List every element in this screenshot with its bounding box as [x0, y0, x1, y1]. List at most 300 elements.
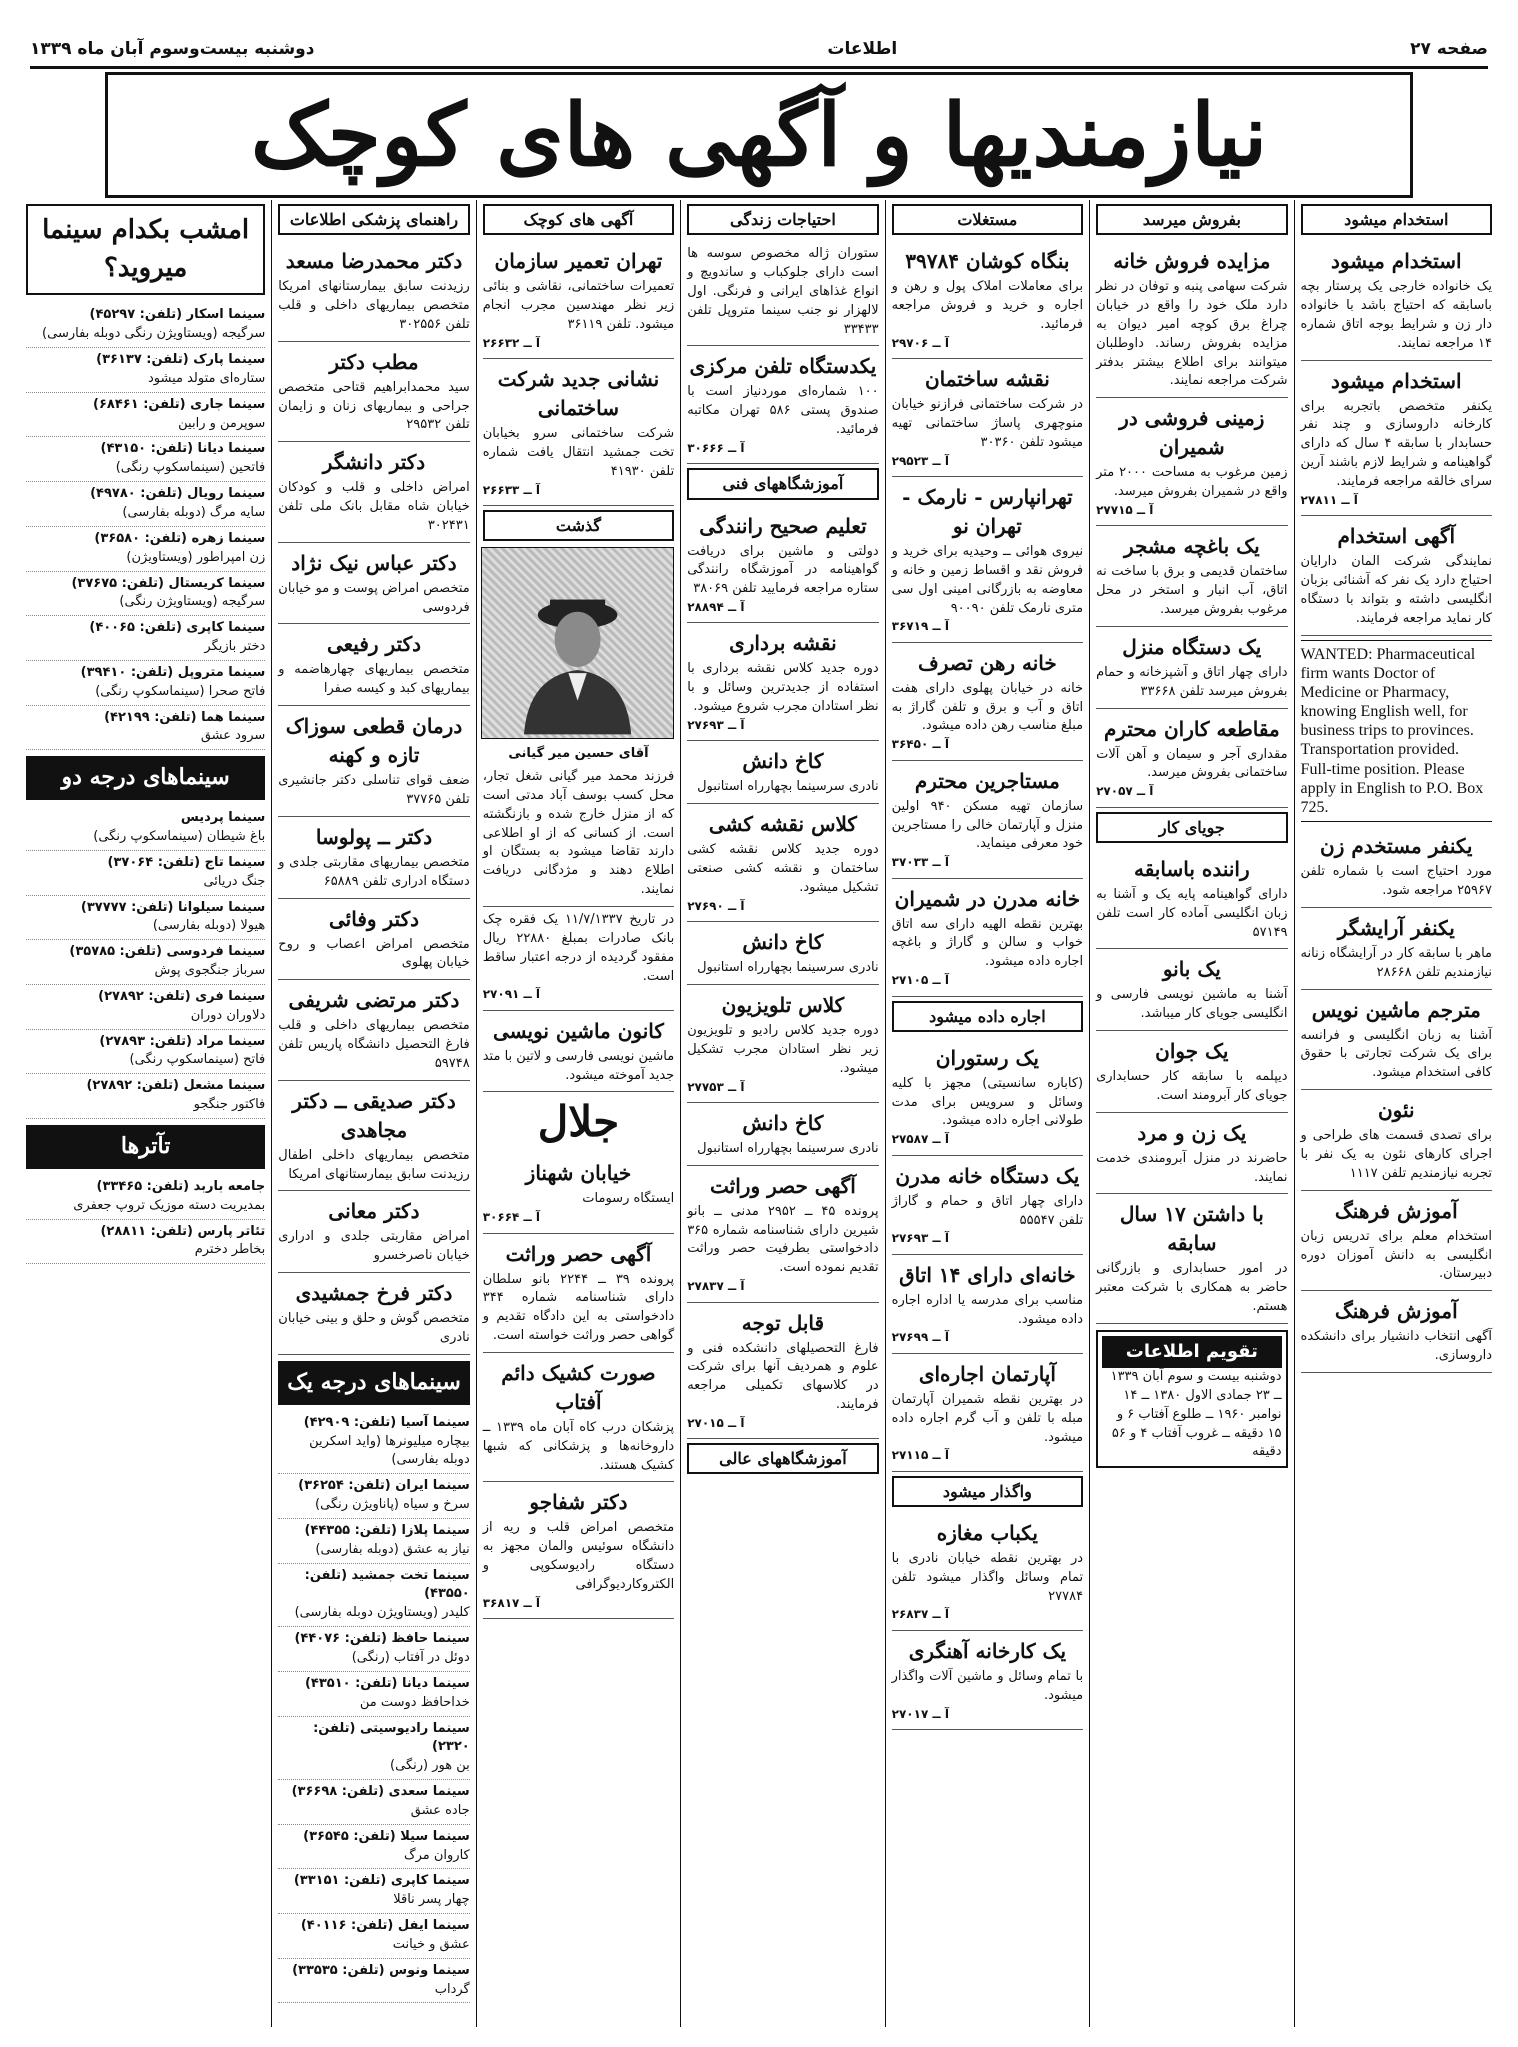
ad-body: مورد احتیاج است با شماره تلفن ۲۵۹۶۷ مراجعه شود.	[1300, 864, 1492, 899]
cinema-listing	[26, 393, 265, 438]
cinema-list	[26, 303, 265, 750]
classified-ad	[1096, 1031, 1287, 1113]
ad-title: دکتر صدیقی ــ دکتر مجاهدی	[292, 1088, 456, 1142]
classified-ad	[483, 359, 674, 506]
ad-body: متخصص گوش و حلق و بینی خیابان نادری	[278, 1311, 470, 1345]
cinema-name: سینما سیلوانا (تلفن: ۳۷۷۷۷)	[80, 899, 266, 915]
ad-body: سازمان تهیه مسکن ۹۴۰ اولین منزل و آپارتمان خالی را مستاجرین خود معرفی مینماید.	[891, 798, 1084, 852]
cinema-listing	[26, 616, 265, 661]
classified-ad	[483, 764, 674, 907]
classified-ad	[892, 1156, 1083, 1255]
column-heading: استخدام میشود	[1301, 204, 1492, 235]
ad-list	[687, 241, 878, 464]
classified-ad	[278, 241, 469, 342]
ad-reference: آ ــ ۲۶۸۳۷	[891, 1607, 949, 1622]
ad-title: کاخ دانش	[742, 930, 824, 955]
ad-title: یک رستوران	[935, 1045, 1039, 1070]
ad-title: یکباب مغازه	[936, 1520, 1038, 1545]
ad-title: دکتر مرتضی شریفی	[288, 988, 460, 1013]
ad-title: دکتر محمدرضا مسعد	[285, 249, 463, 274]
classified-ad	[1301, 908, 1492, 990]
classified-ad	[1096, 627, 1287, 709]
classified-ad	[687, 985, 878, 1103]
section-heading-transfer: واگذار میشود	[892, 1476, 1083, 1507]
ad-title: کاخ دانش	[742, 1110, 824, 1135]
section-heading-first-class-cinemas: سینماهای درجه یک	[278, 1361, 469, 1405]
ad-body: استخدام معلم برای تدریس زبان انگلیسی به دانش آموزان دوره دبیرستان.	[1300, 1228, 1492, 1282]
ad-body: در بهترین نقطه شمیران آپارتمان مبله با تلفن و آب گرم اجاره داده میشود.	[891, 1391, 1084, 1445]
cinema-program: فاتحین (سینماسکوپ رنگی)	[115, 460, 266, 476]
cinema-program: بن هور (رنگی)	[390, 1758, 470, 1774]
cinema-program: بیچاره میلیونرها (واید اسکرین دوبله بفارسی)	[309, 1433, 470, 1468]
ad-list	[483, 764, 674, 1092]
cinema-listing	[278, 1411, 469, 1475]
ad-title: مقاطعه کاران محترم	[1103, 716, 1280, 741]
classified-ad	[687, 1103, 878, 1166]
ad-body: بهترین نقطه الهیه دارای سه اتاق خواب و سالن و گاراژ و باغچه اجاره داده میشود.	[891, 916, 1084, 970]
ad-title: یک زن و مرد	[1137, 1120, 1247, 1145]
cinema-name: سینما کاپری (تلفن: ۳۳۱۵۱)	[293, 1873, 470, 1889]
ad-list	[483, 1153, 674, 1619]
cinema-program: هیولا (دوبله بفارسی)	[152, 918, 266, 934]
ad-title: خانه مدرن در شمیران	[894, 886, 1081, 911]
ad-title: دکتر ــ پولوسا	[315, 824, 433, 849]
ad-title: بنگاه کوشان ۳۹۷۸۴	[905, 249, 1070, 274]
classified-ad	[278, 342, 469, 443]
ad-body: ستوران ژاله مخصوص سوسه ها است دارای جلوکباب و ساندویچ و انواع غذاهای ایرانی و فرنگی. اول لالهزار نو جنب سینما متروپل تلفن ۳۳۴۳۳	[687, 246, 879, 337]
ad-title: نشانی جدید شرکت ساختمانی	[497, 367, 660, 421]
ad-body: دوره جدید کلاس نقشه برداری با استفاده از جدیدترین وسائل و با نظر استادان مجرب شروع میشود.	[687, 661, 879, 715]
ad-list	[1301, 241, 1492, 635]
cinema-name: سینما ونوس (تلفن: ۳۳۵۳۵)	[292, 1962, 470, 1978]
cinema-list	[278, 1411, 469, 2004]
cinema-program: چهار پسر ناقلا	[393, 1892, 470, 1908]
ad-title: مزایده فروش خانه	[1113, 249, 1271, 274]
cinema-listing	[26, 1220, 265, 1265]
ad-title: راننده باسابقه	[1133, 856, 1250, 881]
cinema-listing	[278, 1474, 469, 1519]
column-heading: احتیاجات زندگی	[687, 204, 878, 235]
cinema-listing	[278, 1627, 469, 1672]
portrait-photo	[481, 547, 674, 739]
ad-reference: آ ــ ۲۷۵۸۷	[891, 1132, 949, 1147]
ad-title: کلاس تلویزیون	[721, 992, 845, 1017]
ad-reference: آ ــ ۲۶۶۳۳	[482, 482, 541, 497]
column-real-estate	[885, 200, 1089, 2027]
classified-ad	[892, 477, 1083, 643]
ad-body: با تمام وسائل و ماشین آلات واگذار میشود.	[891, 1668, 1084, 1703]
ad-body: دولتی و ماشین برای دریافت گواهینامه در آموزشگاه رانندگی ستاره مراجعه فرمایید تلفن ۳۸۰۶۹	[687, 543, 879, 597]
ad-body: متخصص امراض قلب و ریه از دانشگاه سوئیس والمان مجهز به دستگاه رادیوسکوپی و الکتروکاردیوگرافی	[482, 1520, 675, 1592]
ad-body: پزشکان درب کاه آبان ماه ۱۳۳۹ ــ داروخانه‌ها و پزشکانی که شبها کشیک هستند.	[482, 1419, 675, 1473]
ad-body: فرزند محمد میر گیانی شغل تجار، محل کسب بوسف آباد مدتی است که از منزل خارج شده و بازنگشته است. از کسانی که از او اطلاعی دارند تقاضا میشود به بستگان او اطلاع دهند و مژدگانی دریافت نمایند.	[482, 769, 675, 898]
ad-body: ایستگاه رسومات	[582, 1191, 675, 1207]
cinema-listing	[278, 1825, 469, 1870]
ad-body: آشنا به ماشین نویسی فارسی و انگلیسی جویای کار میباشد.	[1096, 987, 1288, 1022]
cinema-name: سینما فری (تلفن: ۲۷۸۹۲)	[98, 988, 266, 1004]
ad-body: امراض داخلی و قلب و کودکان خیابان شاه مقابل بانک ملی تلفن ۳۰۲۴۳۱	[278, 480, 470, 533]
cinema-name: سینما تخت جمشید (تلفن: ۴۳۵۵۰)	[304, 1567, 470, 1602]
ad-body: متخصص بیماریهای داخلی و قلب فارغ التحصیل دانشگاه پاریس تلفن ۵۹۷۴۸	[278, 1018, 470, 1071]
ad-body: نادری سرسینما بچهارراه استانبول	[697, 960, 879, 976]
column-cinemas	[20, 200, 271, 2027]
ad-title: مطب دکتر	[329, 349, 419, 374]
ad-title: صورت کشیک دائم آفتاب	[501, 1360, 656, 1414]
ad-reference: آ ــ ۲۹۵۲۳	[891, 453, 949, 468]
column-heading: راهنمای پزشکی اطلاعات	[278, 204, 469, 235]
english-ad: WANTED: Pharmaceutical firm wants Doctor of Medicine or Pharmacy, knowing English well, for business trips to provinces. Transportation provided. Full-time position. Please apply in English to P.O. Box 725.	[1301, 640, 1492, 823]
cinema-name: سینما سعدی (تلفن: ۳۶۶۹۸)	[291, 1784, 470, 1800]
classified-ad	[1096, 241, 1287, 398]
ad-body: ساختمان قدیمی و برق با ساخت نه اتاق، آب انبار و استخر در محل مرغوب بفروش میرسد.	[1096, 564, 1288, 618]
cinema-listing	[26, 985, 265, 1030]
classified-ad	[1301, 1090, 1492, 1191]
ad-reference: آ ــ ۲۷۶۹۰	[687, 898, 745, 913]
classified-ad	[687, 804, 878, 922]
cinema-program: سرخ و سیاه (پاناویژن رنگی)	[315, 1497, 470, 1513]
ad-body: شرکت ساختمانی سرو بخیابان تخت جمشید انتقال یافت شماره تلفن ۴۱۹۳۰	[482, 426, 675, 479]
classified-ad	[892, 1631, 1083, 1730]
ad-reference: آ ــ ۲۷۱۱۵	[891, 1448, 949, 1463]
ad-body: یک خانواده خارجی یک پرستار بچه باسابقه که احتیاج باشد با خانواده دار زن و شرایط بوجه اتاق شماره ۱۴ مراجعه نمایند.	[1300, 279, 1492, 351]
classified-ad	[1301, 990, 1492, 1091]
classified-ad	[1096, 949, 1287, 1031]
cinema-listing	[26, 1030, 265, 1075]
page-header	[30, 36, 1488, 69]
ad-body: دارای چهار اتاق و حمام و گاراژ تلفن ۵۵۵۴۷	[891, 1193, 1084, 1228]
ad-title: یکدستگاه تلفن مرکزی	[689, 354, 877, 379]
cinema-listing	[26, 437, 265, 482]
cinema-program: سرود عشق	[200, 728, 266, 744]
classified-ad	[687, 506, 878, 624]
section-heading-job-seekers: جویای کار	[1096, 812, 1287, 843]
cinema-listing	[278, 1780, 469, 1825]
ad-reference: آ ــ ۲۷۶۹۳	[687, 717, 745, 732]
ad-reference: آ ــ ۲۷۱۰۵	[891, 973, 949, 988]
cinema-program: کاروان مرگ	[403, 1847, 470, 1863]
classified-ad	[483, 1011, 674, 1093]
column-heading: آگهی های کوچک	[483, 204, 674, 235]
ad-title: آموزش فرهنگ	[1334, 1198, 1458, 1223]
cinema-program: سرباز جنگجوی پوش	[154, 963, 266, 979]
photo-caption: آقای حسین میر گیانی	[508, 746, 649, 762]
ad-list	[1096, 849, 1287, 1324]
cinema-listing	[26, 482, 265, 527]
classified-ad	[1096, 1113, 1287, 1195]
ad-body: خانه در خیابان پهلوی دارای هفت اتاق و آب و برق و تلفن گاراژ به مبلغ مناسب رهن داده میشود.	[891, 680, 1084, 734]
ad-body: زمین مرغوب به مساحت ۲۰۰۰ متر واقع در شمیران بفروش میرسد.	[1096, 465, 1288, 500]
classified-ad	[1301, 361, 1492, 517]
cinema-name: سینما پردیس	[180, 810, 266, 826]
ad-title: دکتر رفیعی	[326, 632, 422, 657]
ad-reference: آ ــ ۲۷۰۹۱	[482, 987, 541, 1002]
ad-title: یک جوان	[1155, 1039, 1229, 1064]
classified-ad	[687, 922, 878, 985]
cinema-name: سینما کاپری (تلفن: ۴۰۰۶۵)	[89, 620, 266, 636]
ad-list	[1301, 826, 1492, 1373]
cinema-program: باغ شیطان (سینماسکوپ رنگی)	[93, 828, 266, 844]
ad-body: دوره جدید کلاس نقشه کشی ساختمان و نقشه کشی صنعتی تشکیل میشود.	[687, 842, 879, 895]
classified-ad	[278, 442, 469, 543]
section-banner: نیازمندیها و آگهی های کوچک	[105, 72, 1413, 198]
ad-title: کلاس نقشه کشی	[708, 812, 857, 837]
ad-title: کانون ماشین نویسی	[492, 1018, 664, 1043]
ad-title: آموزش فرهنگ	[1334, 1299, 1458, 1324]
ad-body: متخصص بیماریهای مقاربتی جلدی و دستگاه ادراری تلفن ۶۵۸۸۹	[278, 854, 470, 889]
ad-body: امراض مقاربتی جلدی و ادراری خیابان ناصرخسرو	[278, 1229, 470, 1264]
cinema-name: سینما دیانا (تلفن: ۴۳۱۵۰)	[100, 441, 266, 457]
classified-ad	[1096, 709, 1287, 808]
cinema-listing	[26, 303, 265, 348]
ad-reference: آ ــ ۳۶۴۵۰	[891, 737, 949, 752]
cinema-name: سینما تاج (تلفن: ۳۷۰۶۴)	[107, 854, 266, 870]
classified-ad	[483, 1234, 674, 1353]
ad-list	[483, 241, 674, 506]
classified-ad	[892, 359, 1083, 477]
ad-body: آگهی انتخاب دانشیار برای دانشکده داروسازی.	[1300, 1329, 1492, 1364]
ad-title: تهران تعمیر سازمان	[494, 249, 663, 274]
ad-reference: آ ــ ۲۷۰۱۷	[891, 1706, 949, 1721]
cinema-listing	[278, 1519, 469, 1564]
column-heading: بفروش میرسد	[1096, 204, 1287, 235]
cinema-program: سرگیجه (ویستاویژن رنگی دوبله بفارسی)	[42, 326, 266, 342]
cinema-list	[26, 806, 265, 1119]
ad-title: دکتر دانشگر	[322, 450, 426, 475]
ad-title: قابل توجه	[741, 1310, 825, 1335]
ad-title: دکتر عباس نیک نژاد	[291, 550, 457, 575]
cinema-program: نیاز به عشق (دوبله بفارسی)	[315, 1541, 470, 1557]
cinema-name: سینما ایران (تلفن: ۳۶۲۵۴)	[298, 1478, 470, 1494]
ad-body: ماشین نویسی فارسی و لاتین با متد جدید آموخته میشود.	[482, 1048, 675, 1083]
ad-list	[892, 1513, 1083, 1730]
cinema-listing	[26, 940, 265, 985]
cinema-program: دختر بازیگر	[204, 639, 266, 655]
ad-reference: آ ــ ۲۸۸۹۴	[687, 600, 745, 615]
classified-ad	[1096, 398, 1287, 526]
classified-ad	[892, 1513, 1083, 1631]
cinema-program: بخاطر دخترم	[194, 1242, 266, 1258]
ad-body: پرونده ۳۹ ــ ۲۲۴۴ بانو سلطان دارای شناسنامه شماره ۳۴۴ دادخواستی به این دادگاه تقدیم و گواهی حصر وراثت خواسته است.	[482, 1271, 675, 1344]
ad-title: با داشتن ۱۷ سال سابقه	[1119, 1202, 1264, 1256]
classified-ad	[278, 706, 469, 817]
cinema-name: سینما فردوسی (تلفن: ۳۵۷۸۵)	[69, 944, 266, 960]
classified-ad	[278, 1191, 469, 1273]
ad-title: نقشه ساختمان	[924, 367, 1050, 392]
ad-title: آگهی استخدام	[1337, 524, 1456, 549]
ad-list	[1096, 241, 1287, 807]
section-heading-technical-schools: آموزشگاههای فنی	[687, 468, 878, 499]
cinema-name: سینما مشعل (تلفن: ۲۷۸۹۲)	[86, 1078, 266, 1094]
classified-ad	[892, 643, 1083, 761]
ad-reference: آ ــ ۲۷۷۱۵	[1096, 502, 1154, 517]
cinema-listing	[26, 706, 265, 751]
ad-title: دکتر شفاجو	[529, 1490, 628, 1515]
calendar-box	[1096, 1330, 1287, 1468]
cinema-name: سینما رویال (تلفن: ۴۹۷۸۰)	[90, 486, 266, 502]
section-heading-for-rent: اجاره داده میشود	[892, 1001, 1083, 1032]
ad-body: حاضرند در منزل آبرومندی خدمت نمایند.	[1096, 1150, 1288, 1185]
cinema-listing	[26, 1175, 265, 1220]
cinema-listing	[278, 1959, 469, 2004]
ad-body: پرونده ۴۵ ــ ۲۹۵۲ مدنی ــ بانو شیرین دارای شناسنامه شماره ۳۶۵ دادخواستی بطرفیت حصر وراثت تقدیم نموده است.	[687, 1203, 879, 1276]
portrait-figure-icon	[501, 577, 654, 739]
classified-ad	[483, 1153, 674, 1233]
ad-title: آگهی حصر وراثت	[505, 1241, 652, 1266]
ad-list	[687, 506, 878, 1440]
cinema-name: سینما آسیا (تلفن: ۴۲۹۰۹)	[303, 1414, 470, 1430]
column-employment	[1294, 200, 1498, 2027]
cinema-listing	[278, 1869, 469, 1914]
cinema-listing	[278, 1564, 469, 1628]
classified-ad	[483, 241, 674, 359]
cinema-listing	[26, 896, 265, 941]
ad-body: نمایندگی شرکت المان دارایان احتیاج دارد یک نفر که آشنائی بزبان انگلیسی داشته و بتواند با دستگاه کار نماید مراجعه فرمایند.	[1300, 554, 1492, 626]
ad-body: متخصص بیماریهای چهارهاضمه و بیماریهای کبد و کیسه صفرا	[278, 662, 470, 697]
cinema-listing	[26, 1074, 265, 1119]
cinema-program: دوئل در آفتاب (رنگی)	[351, 1649, 470, 1665]
classified-ad	[1301, 826, 1492, 908]
ad-title: استخدام میشود	[1331, 368, 1462, 393]
classified-ad	[892, 1354, 1083, 1472]
ad-body: متخصص امراض پوست و مو خیابان فردوسی	[278, 580, 470, 615]
ad-title: مستاجرین محترم	[914, 768, 1060, 793]
classified-ad	[278, 624, 469, 706]
cinema-listing	[26, 572, 265, 617]
ad-title: خانه رهن تصرف	[917, 650, 1057, 675]
ad-body: در تاریخ ۱۱/۷/۱۳۳۷ یک فقره چک بانک صادرات بمبلغ ۲۲۸۸۰ ریال مفقود گردیده از درجه اعتبار ساقط است.	[482, 911, 675, 984]
ad-body: یکنفر متخصص باتجربه برای کارخانه داروسازی و چند نفر حسابدار با سابقه ۴ سال که دارای گواهینامه و شرایط لازم باشند آرین سرای خالقه مراجعه فرمایند.	[1300, 398, 1492, 489]
ad-title: خیابان شهناز	[525, 1161, 632, 1186]
cinema-listing	[278, 1717, 469, 1781]
cinema-program: فاتح (سینماسکوپ رنگی)	[129, 1052, 266, 1068]
cinema-name: سینما دیانا (تلفن: ۴۳۵۱۰)	[304, 1675, 470, 1691]
cinema-program: ستاره‌ای متولد میشود	[147, 370, 266, 386]
classified-ad	[892, 241, 1083, 359]
cinema-program: سوپرمن و رابین	[178, 415, 266, 431]
ad-title: کاخ دانش	[742, 749, 824, 774]
ad-reference: آ ــ ۳۰۶۶۴	[482, 1210, 541, 1225]
ad-reference: آ ــ ۲۷۰۱۵	[687, 1415, 745, 1430]
cinema-name: سینما اسکار (تلفن: ۴۵۲۹۷)	[89, 307, 266, 323]
ad-title: دکتر فرخ جمشیدی	[295, 1281, 453, 1306]
cinema-program: کلیدر (ویستاویژن دوبله بفارسی)	[294, 1605, 470, 1621]
columns	[20, 200, 1498, 2027]
classified-ad	[892, 1038, 1083, 1156]
column-heading: امشب بکدام سینما میروید؟	[26, 204, 265, 295]
ad-reference: آ ــ ۲۷۰۵۷	[1096, 784, 1154, 799]
ad-body: شرکت سهامی پنبه و توفان در نظر دارد ملک خود را واقع در خیابان چراغ برق کوچه امیر دیوان به مزایده بفروش رساند. داوطلبان میتوانند برای اطلاع بیشتر بدفتر شرکت مراجعه نمایند.	[1096, 279, 1288, 389]
ad-title: آپارتمان اجاره‌ای	[918, 1361, 1056, 1386]
classified-ad	[687, 241, 878, 346]
ad-body: نیروی هوائی ــ وحیدیه برای خرید و فروش نقد و اقساط زمین و خانه و معاوضه به بازرگانی امینی اول سی متری نارمک تلفن ۹۰۰۹۰	[891, 544, 1084, 616]
classified-ad	[278, 1081, 469, 1192]
column-for-sale	[1089, 200, 1293, 2027]
ad-body: آشنا به زبان انگلیسی و فرانسه برای یک شرکت تجارتی با حقوق کافی استخدام میشود.	[1300, 1027, 1492, 1081]
ad-reference: آ ــ ۳۶۷۱۹	[891, 619, 949, 634]
cinema-name: جامعه باربد (تلفن: ۳۳۴۶۵)	[96, 1178, 266, 1194]
cinema-name: سینما کریستال (تلفن: ۳۷۶۷۵)	[71, 575, 266, 591]
cinema-name: تئاتر پارس (تلفن: ۲۸۸۱۱)	[100, 1223, 266, 1239]
cinema-listing	[26, 661, 265, 706]
classified-ad	[483, 1353, 674, 1483]
classified-ad	[687, 346, 878, 464]
cinema-list	[26, 1175, 265, 1264]
cinema-program: زن امپراطور (ویستاویژن)	[126, 549, 266, 565]
classified-ad	[687, 1166, 878, 1303]
cinema-name: سینما ایفل (تلفن: ۴۰۱۱۶)	[300, 1918, 470, 1934]
paper-name: اطلاعات	[827, 39, 898, 59]
cinema-name: سینما هما (تلفن: ۴۲۱۹۹)	[104, 709, 266, 725]
ad-body: دیپلمه با سابقه کار حسابداری جویای کار آبرومند است.	[1096, 1069, 1288, 1103]
cinema-name: سینما پلازا (تلفن: ۴۴۳۵۵)	[304, 1522, 470, 1538]
ad-title: خانه‌ای دارای ۱۴ اتاق	[899, 1262, 1076, 1287]
big-name: جلال	[537, 1097, 620, 1147]
ad-title: تهرانپارس - نارمک - تهران نو	[902, 485, 1073, 539]
ad-body: ضعف قوای تناسلی دکتر جانشیری تلفن ۳۷۷۶۵	[278, 773, 470, 807]
ad-title: یک کارخانه آهنگری	[908, 1638, 1067, 1663]
cinema-name: سینما رادیوسیتی (تلفن: ۲۳۲۰)	[313, 1720, 470, 1755]
ad-body: نادری سرسینما بچهارراه استانبول	[697, 1140, 879, 1156]
ad-title: یکنفر آرایشگر	[1337, 915, 1455, 940]
classified-ad	[1096, 1194, 1287, 1324]
ad-title: استخدام میشود	[1331, 249, 1462, 274]
ad-title: تعلیم صحیح رانندگی	[699, 513, 867, 538]
ad-title: زمینی فروشی در شمیران	[1119, 406, 1265, 460]
cinema-program: سایه مرگ (دوبله بفارسی)	[122, 504, 266, 520]
ad-list	[278, 241, 469, 1355]
ad-title: یکنفر مستخدم زن	[1320, 834, 1473, 859]
classified-ad	[1301, 1291, 1492, 1373]
ad-title: یک باغچه مشجر	[1123, 534, 1260, 559]
calendar-title: تقویم اطلاعات	[1102, 1336, 1281, 1368]
cinema-name: سینما مراد (تلفن: ۲۷۸۹۳)	[99, 1033, 266, 1049]
ad-title: آگهی حصر وراثت	[710, 1173, 856, 1198]
ad-body: سید محمدابراهیم قتاحی متخصص جراحی و بیماریهای زنان و زایمان تلفن ۲۹۵۳۲	[278, 379, 470, 433]
ad-body: نادری سرسینما بچهارراه استانبول	[697, 779, 879, 795]
classified-ad	[1301, 516, 1492, 635]
ad-reference: آ ــ ۲۹۷۰۶	[891, 335, 949, 350]
classified-ad	[278, 817, 469, 899]
cinema-listing	[278, 1672, 469, 1717]
ad-body: برای معاملات املاک پول و رهن و اجاره و خرید و فروش مراجعه فرمائید.	[891, 279, 1084, 332]
ad-reference: آ ــ ۲۷۸۱۱	[1300, 492, 1358, 507]
classified-ad	[892, 1255, 1083, 1354]
ad-body: (کاباره سانسیتی) مجهز با کلیه وسائل و سرویس برای مدت طولانی اجاره داده میشود.	[891, 1075, 1084, 1129]
cinema-listing	[26, 527, 265, 572]
ad-title: یک بانو	[1162, 957, 1221, 982]
cinema-program: خداحافظ دوست من	[359, 1694, 470, 1710]
page-date: دوشنبه بیست‌وسوم آبان ماه ۱۳۳۹	[30, 39, 315, 59]
ad-body: متخصص امراض اعصاب و روح خیابان پهلوی	[278, 936, 470, 971]
section-heading-theatres: تآترها	[26, 1125, 265, 1169]
classified-ad	[892, 761, 1083, 879]
cinema-name: سینما سیلا (تلفن: ۳۶۵۴۵)	[303, 1828, 470, 1844]
column-small-ads	[476, 200, 680, 2027]
classified-ad	[483, 907, 674, 1011]
classified-ad	[1096, 526, 1287, 627]
cinema-program: بمدیریت دسته موزیک تروپ جعفری	[73, 1197, 266, 1213]
cinema-listing	[26, 806, 265, 851]
section-heading-second-class-cinemas: سینماهای درجه دو	[26, 756, 265, 800]
ad-reference: آ ــ ۲۷۷۵۳	[687, 1079, 745, 1094]
ad-reference: آ ــ ۳۷۰۳۳	[891, 855, 949, 870]
classified-ad	[483, 1482, 674, 1619]
ad-title: یک دستگاه منزل	[1122, 634, 1262, 659]
ad-title: دکتر معانی	[328, 1199, 420, 1224]
classified-ad	[278, 899, 469, 981]
cinema-name: سینما پارک (تلفن: ۳۶۱۳۷)	[96, 352, 266, 368]
ad-body: در شرکت ساختمانی فرازنو خیابان منوچهری پاساژ ساختمانی تهیه میشود تلفن ۳۰۳۶۰	[891, 397, 1084, 450]
